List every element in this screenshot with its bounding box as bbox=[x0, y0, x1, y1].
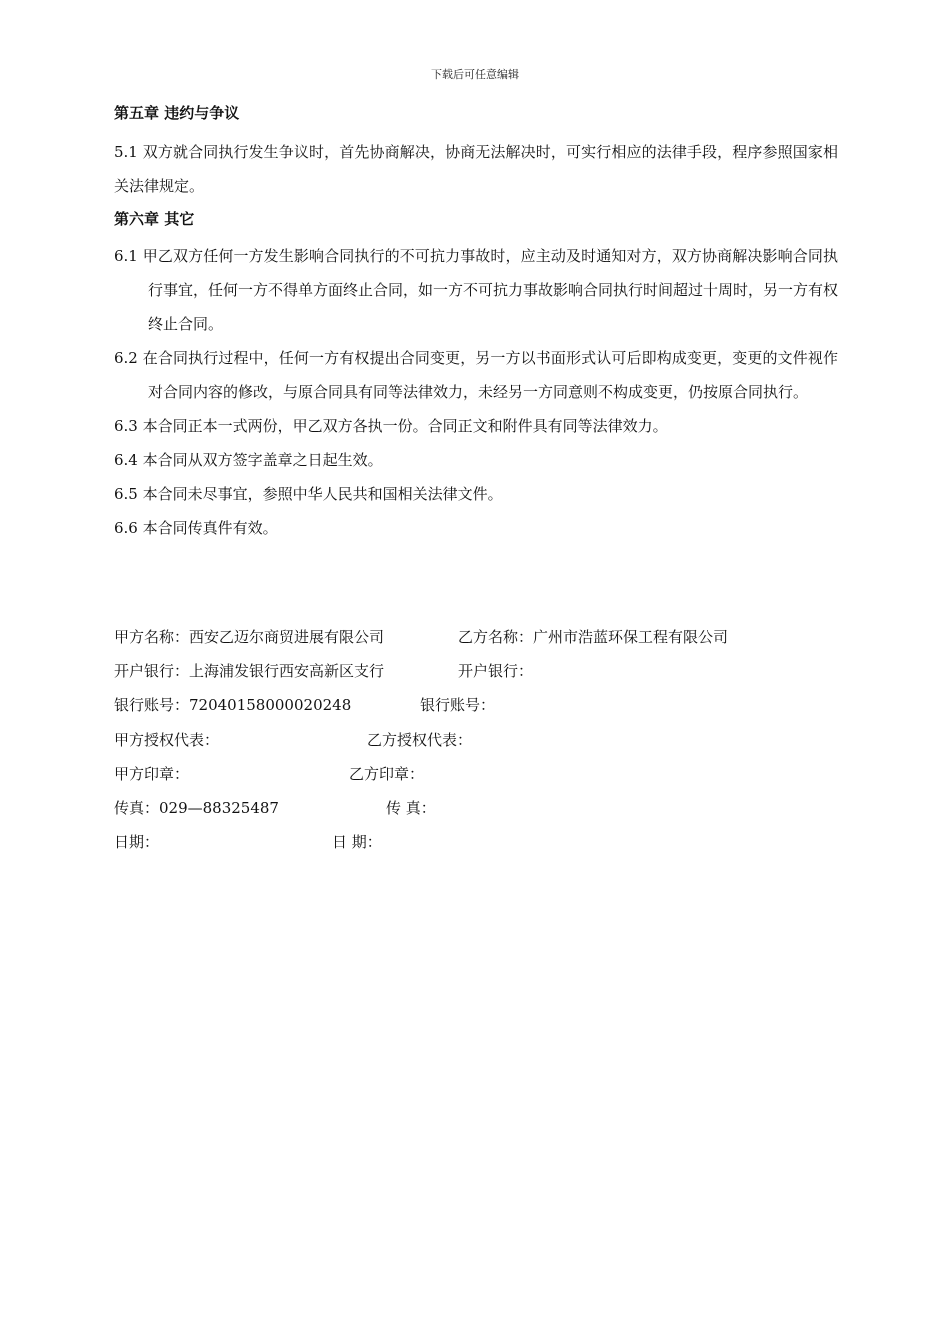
party-a-seal: 甲方印章： bbox=[114, 765, 190, 783]
chapter-5-title: 第五章 违约与争议 bbox=[114, 104, 240, 122]
party-b-date: 日 期： bbox=[332, 833, 382, 851]
clause-5-1: 5.1 双方就合同执行发生争议时，首先协商解决，协商无法解决时，可实行相应的法律手段，程序参照国家相关法律规定。 bbox=[114, 143, 838, 195]
clause-6-3: 6.3 本合同正本一式两份，甲乙双方各执一份。合同正文和附件具有同等法律效力。 bbox=[114, 417, 668, 435]
clause-6-6: 6.6 本合同传真件有效。 bbox=[114, 519, 278, 537]
party-a-date: 日期： bbox=[114, 833, 160, 851]
party-b-name: 乙方名称：广州市浩蓝环保工程有限公司 bbox=[458, 628, 729, 646]
party-b-seal: 乙方印章： bbox=[349, 765, 425, 783]
contract-body bbox=[114, 101, 838, 545]
party-a-bank: 开户银行：上海浦发银行西安高新区支行 bbox=[114, 662, 385, 680]
signature-row-account bbox=[114, 694, 496, 716]
signature-row-rep bbox=[114, 729, 473, 751]
signature-row-fax bbox=[114, 797, 436, 819]
party-a-rep: 甲方授权代表： bbox=[114, 731, 220, 749]
signature-row-seal bbox=[114, 763, 425, 785]
party-a-account: 银行账号：72040158000020248 bbox=[114, 696, 352, 714]
signature-row-bank bbox=[114, 660, 534, 682]
party-b-bank: 开户银行： bbox=[458, 662, 534, 680]
clause-6-4: 6.4 本合同从双方签字盖章之日起生效。 bbox=[114, 451, 383, 469]
party-a-name: 甲方名称：西安乙迈尔商贸进展有限公司 bbox=[114, 628, 385, 646]
clause-6-2: 6.2 在合同执行过程中，任何一方有权提出合同变更，另一方以书面形式认可后即构成变更，变更的文件视作对合同内容的修改，与原合同具有同等法律效力，未经另一方同意则不构成变更，仍按原合同执行。 bbox=[114, 349, 838, 401]
chapter-6-title: 第六章 其它 bbox=[114, 210, 195, 228]
party-b-fax: 传 真： bbox=[386, 799, 436, 817]
party-b-rep: 乙方授权代表： bbox=[367, 731, 473, 749]
clause-6-5: 6.5 本合同未尽事宜，参照中华人民共和国相关法律文件。 bbox=[114, 485, 503, 503]
signature-row-name bbox=[114, 626, 729, 648]
signature-row-date bbox=[114, 831, 382, 853]
party-a-fax: 传真：029—88325487 bbox=[114, 799, 279, 817]
party-b-account: 银行账号： bbox=[420, 696, 496, 714]
clause-6-1: 6.1 甲乙双方任何一方发生影响合同执行的不可抗力事故时，应主动及时通知对方，双方协商解决影响合同执行事宜，任何一方不得单方面终止合同，如一方不可抗力事故影响合同执行时间超过十周时，另一方有权终止合同。 bbox=[114, 247, 839, 333]
header-note: 下载后可任意编辑 bbox=[431, 68, 519, 81]
